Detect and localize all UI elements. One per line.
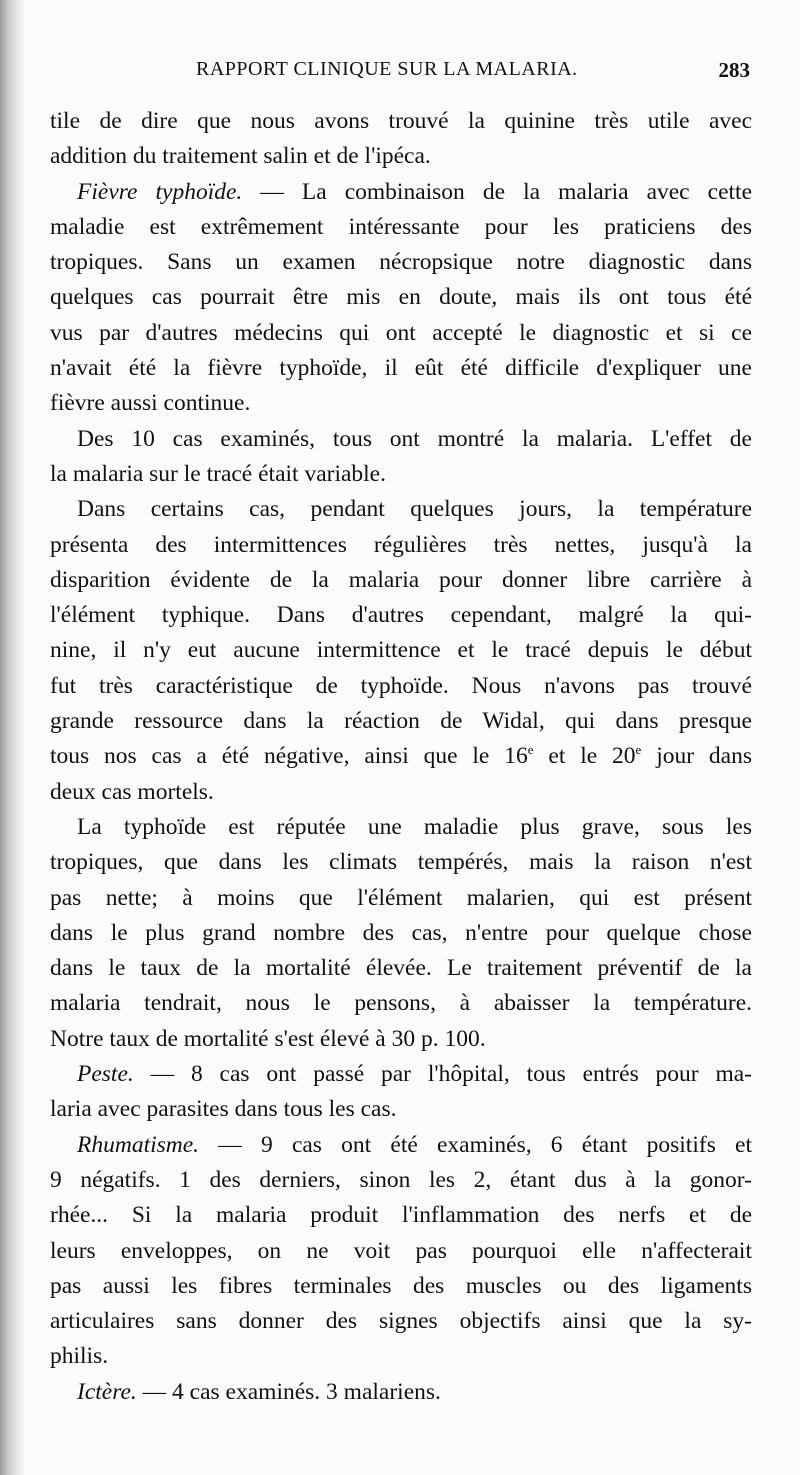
section-lead-fievre-typhoide: Fièvre typhoïde. [77,178,243,205]
text-line: la malaria sur le tracé était variable. [50,460,386,487]
text-line: rhée... Si la malaria produit l'inflammation des nerfs et de [50,1202,752,1229]
text-line: 9 négatifs. 1 des derniers, sinon les 2, étant dus à la gonor- [50,1166,752,1193]
ordinal-superscript: e [527,742,534,758]
text-line: malaria tendrait, nous le pensons, à abaisser la température. [50,990,752,1017]
text-line: grande ressource dans la réaction de Widal, qui dans presque [50,708,752,735]
text-line: maladie est extrêmement intéressante pour les praticiens des [50,213,752,240]
text-line: Des 10 cas examinés, tous ont montré la malaria. L'effet de [77,425,752,452]
text-line-rest: — 9 cas ont été examinés, 6 étant positifs et [218,1131,752,1158]
text-line: articulaires sans donner des signes objectifs ainsi que la sy- [50,1308,752,1335]
text-line: fièvre aussi continue. [50,390,251,417]
section-lead-ictere: Ictère. [77,1378,137,1405]
text-line: Dans certains cas, pendant quelques jours, la température [77,496,752,523]
text-line: disparition évidente de la malaria pour donner libre carrière à [50,566,752,593]
text-line: tile de dire que nous avons trouvé la quinine très utile avec [50,108,752,134]
text-line-rest: — 4 cas examinés. 3 malariens. [142,1378,441,1405]
text-line [50,739,752,774]
text-line-rest: — La combinaison de la malaria avec cette [260,178,752,205]
text-line: pas aussi les fibres terminales des muscles ou des ligaments [50,1272,752,1299]
text-line-middle: et le 20 [533,743,636,770]
page-number: 283 [718,58,750,82]
ordinal-superscript: e [635,742,642,758]
text-line-rest: — 8 cas ont passé par l'hôpital, tous entrés pour ma- [150,1061,752,1088]
text-line [50,1375,752,1410]
text-line [50,175,752,210]
text-line: présenta des intermittences régulières très nettes, jusqu'à la [50,531,752,558]
text-line-tail: jour dans [641,743,752,770]
text-line: dans le taux de la mortalité élevée. Le traitement préventif de la [50,955,752,982]
text-line: tropiques, que dans les climats tempérés, mais la raison n'est [50,849,752,876]
text-line: nine, il n'y eut aucune intermittence et le tracé depuis le début [50,637,752,664]
text-line-start: tous nos cas a été négative, ainsi que le 16 [50,743,528,770]
text-line: deux cas mortels. [50,778,214,805]
text-line: leurs enveloppes, on ne voit pas pourquoi elle n'affecterait [50,1237,752,1264]
page-header [50,58,750,88]
text-line: Notre taux de mortalité s'est élevé à 30 p. 100. [50,1025,486,1052]
text-line: n'avait été la fièvre typhoïde, il eût été difficile d'expliquer une [50,355,752,382]
text-line: vus par d'autres médecins qui ont accepté le diagnostic et si ce [50,319,752,346]
text-line: dans le plus grand nombre des cas, n'entre pour quelque chose [50,919,752,946]
text-line: fut très caractéristique de typhoïde. Nous n'avons pas trouvé [50,672,752,699]
text-line: tropiques. Sans un examen nécropsique notre diagnostic dans [50,249,752,276]
text-line: laria avec parasites dans tous les cas. [50,1096,397,1123]
text-line: addition du traitement salin et de l'ipéca. [50,143,431,170]
text-line: philis. [50,1343,109,1370]
running-head: RAPPORT CLINIQUE SUR LA MALARIA. [196,58,578,80]
text-line: La typhoïde est réputée une maladie plus grave, sous les [77,813,752,840]
section-lead-rhumatisme: Rhumatisme. [77,1131,200,1158]
text-line: l'élément typhique. Dans d'autres cependant, malgré la qui- [50,602,752,629]
section-lead-peste: Peste. [77,1061,134,1088]
body-text [50,104,752,1410]
book-spine-shadow [0,0,26,1475]
text-line: pas nette; à moins que l'élément malarien, qui est présent [50,884,752,911]
text-line: quelques cas pourrait être mis en doute, mais ils ont tous été [50,284,752,311]
text-line [50,1128,752,1163]
text-line [50,1057,752,1092]
